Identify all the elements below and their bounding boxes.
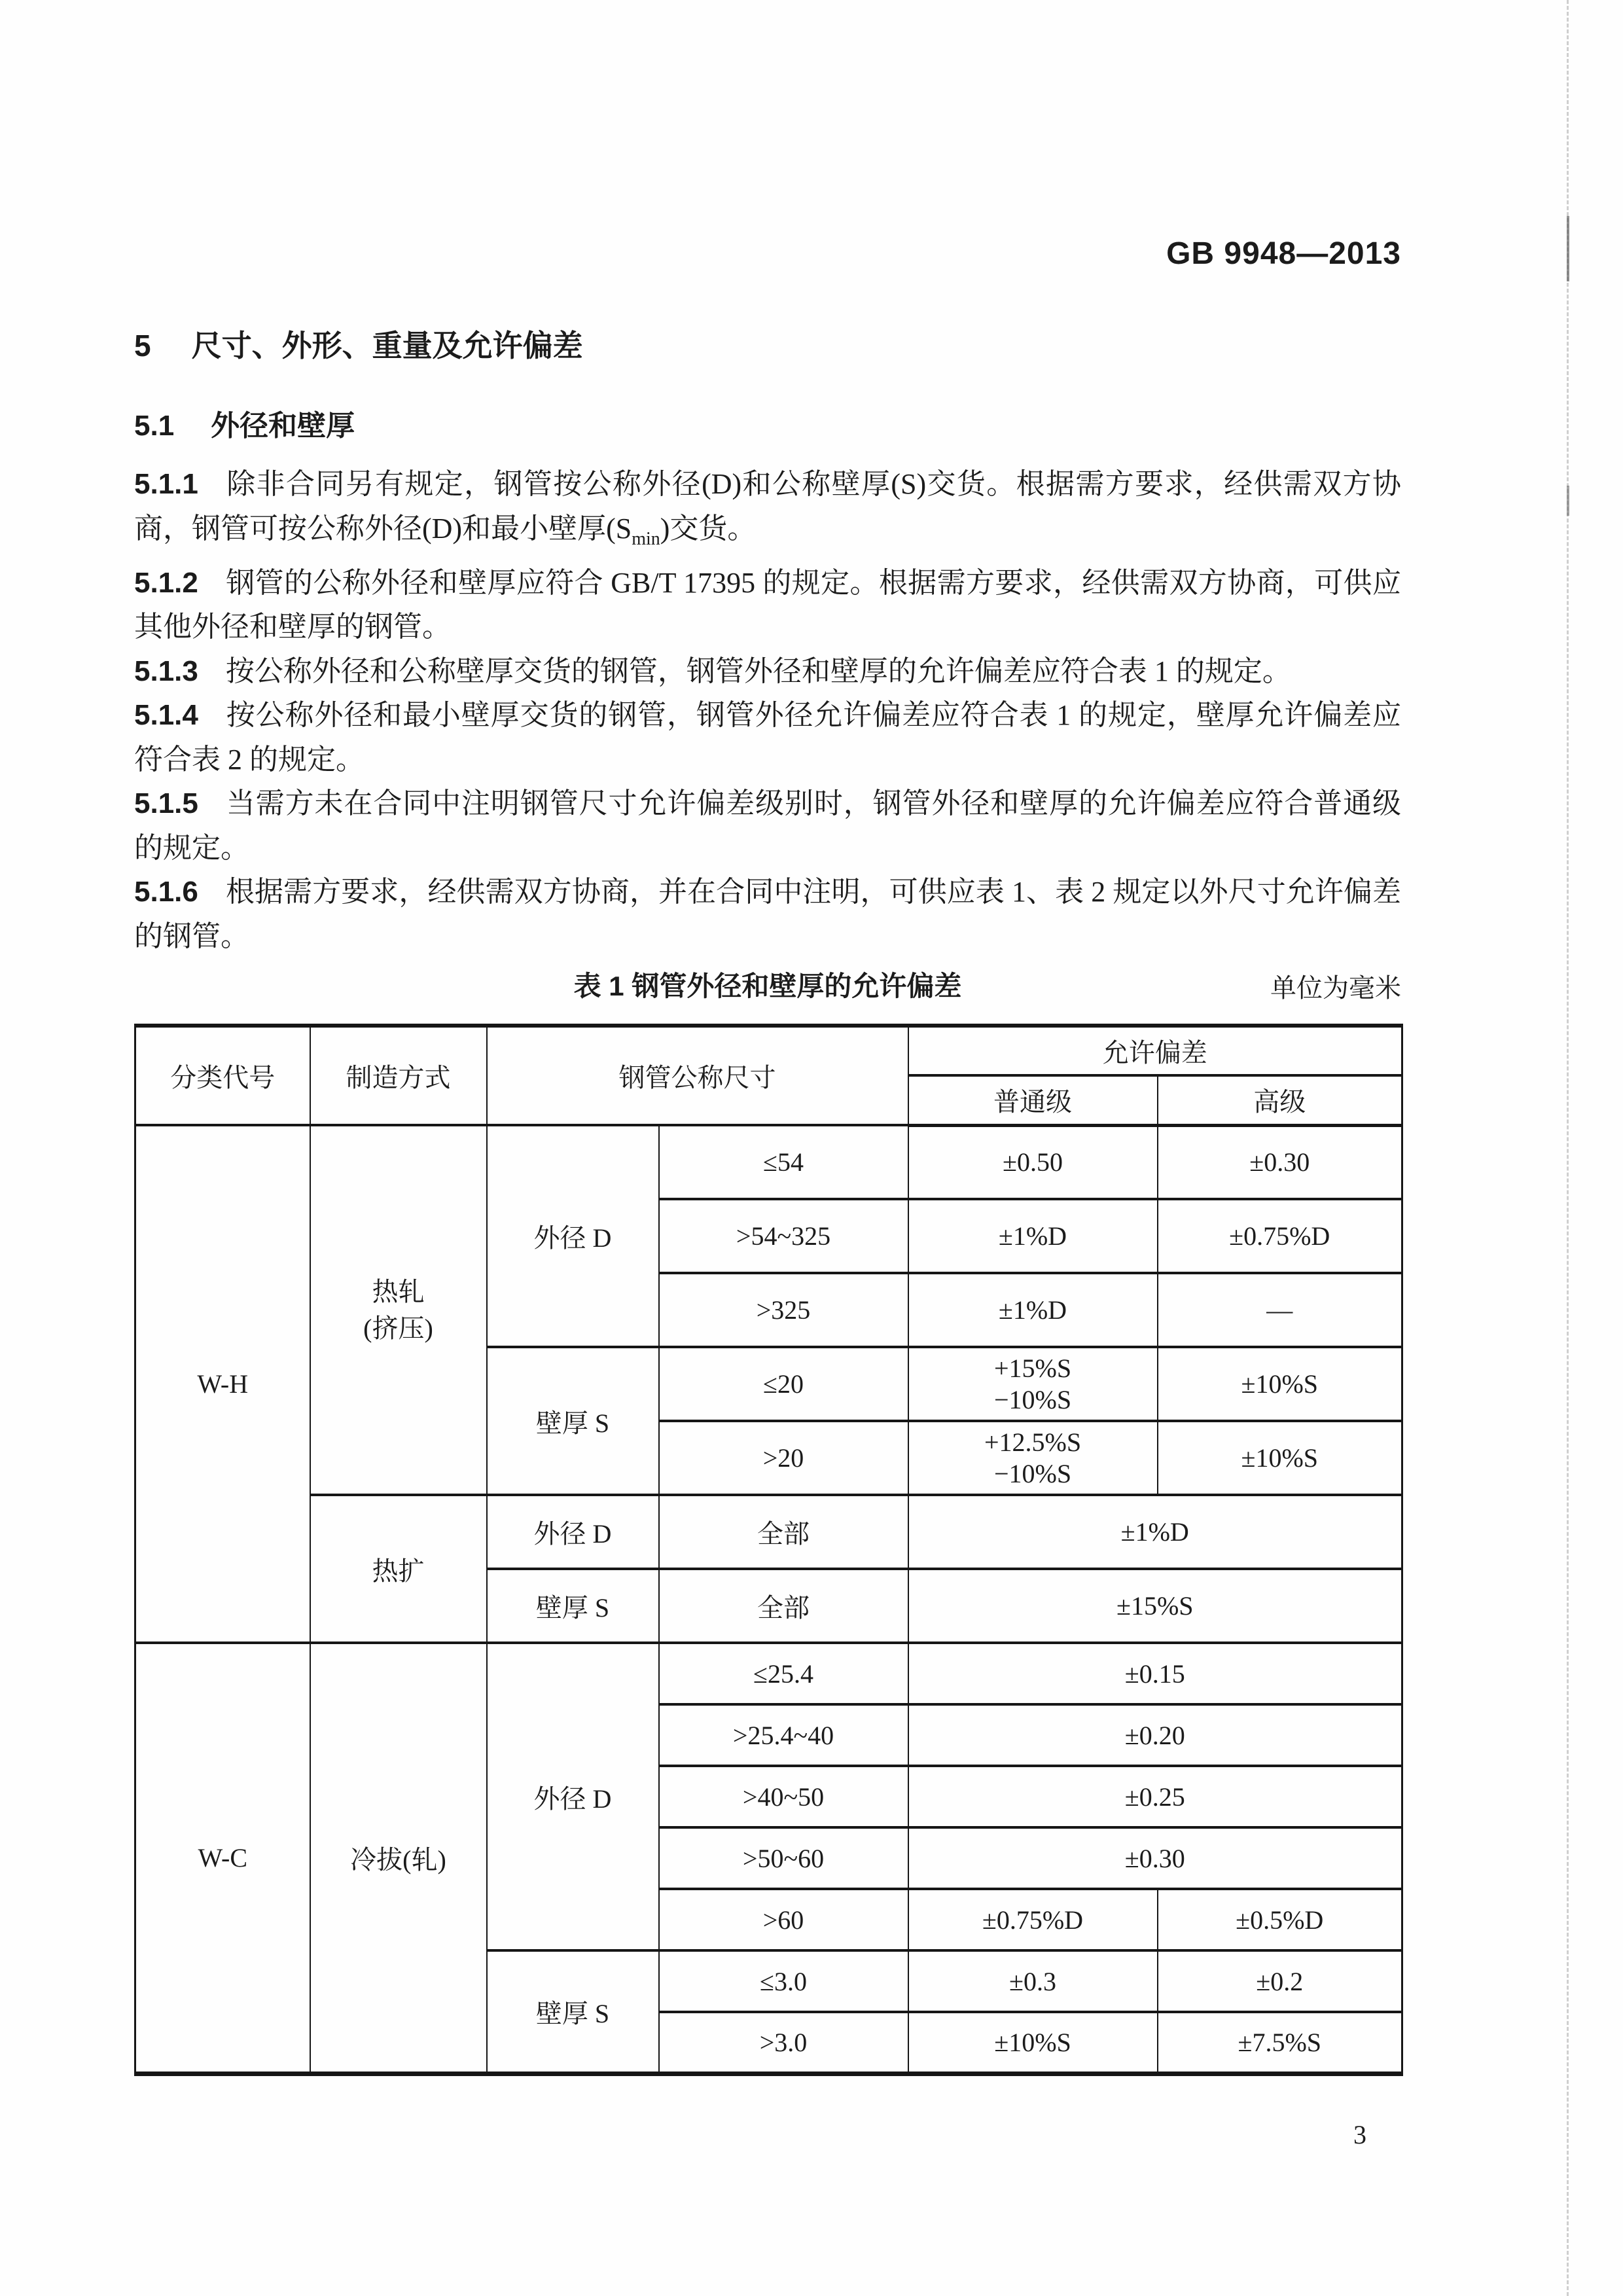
clause-number: 5.1.3: [134, 655, 198, 687]
clause-text: 按公称外径和最小壁厚交货的钢管，钢管外径允许偏差应符合表 1 的规定，壁厚允许偏差应符合表 2 的规定。: [134, 699, 1401, 776]
subscript-min: min: [632, 528, 660, 549]
cell-ordinary: [908, 1421, 1158, 1495]
header-deviation: 允许偏差: [908, 1026, 1402, 1075]
clause-5-1-4: [134, 693, 1401, 781]
header-method: 制造方式: [310, 1026, 487, 1125]
clause-5-1-6: [134, 870, 1401, 958]
cell-high: ±10%S: [1158, 1347, 1402, 1421]
cell-high: ±10%S: [1158, 1421, 1402, 1495]
clause-number: 5.1.4: [134, 699, 198, 732]
cell-size: ≤25.4: [659, 1643, 908, 1704]
table-caption: 表 1 钢管外径和壁厚的允许偏差: [573, 971, 962, 1001]
cell-wc-code: W-C: [135, 1643, 310, 2073]
cell-high: ±7.5%S: [1158, 2012, 1402, 2073]
clause-number: 5.1.5: [134, 787, 198, 820]
cell-wh-code: W-H: [135, 1125, 310, 1643]
clause-number: 5.1.1: [134, 468, 198, 500]
table-header-row-1: [135, 1026, 1402, 1075]
subsection-number: 5.1: [134, 410, 175, 442]
cell-ordinary: ±1%D: [908, 1273, 1158, 1347]
cell-high: —: [1158, 1273, 1402, 1347]
section-number: 5: [134, 329, 151, 363]
clause-5-1-5: [134, 781, 1401, 870]
table-caption-row: [134, 965, 1401, 1003]
cell-size: >54~325: [659, 1199, 908, 1273]
page-number: 3: [1353, 2120, 1366, 2149]
cell-deviation-merged: ±15%S: [908, 1569, 1402, 1643]
cell-deviation-merged: ±0.25: [908, 1766, 1402, 1827]
cell-size: >50~60: [659, 1827, 908, 1889]
cell-ordinary: ±10%S: [908, 2012, 1158, 2073]
cell-size: ≤20: [659, 1347, 908, 1421]
cell-ordinary: ±0.50: [908, 1125, 1158, 1199]
cell-size: ≤3.0: [659, 1950, 908, 2012]
clause-text: 根据需方要求，经供需双方协商，并在合同中注明，可供应表 1、表 2 规定以外尺寸允许偏差的钢管。: [134, 876, 1401, 952]
section-heading: [134, 322, 583, 365]
clause-number: 5.1.2: [134, 566, 198, 599]
scan-artifact-dash: [1567, 486, 1569, 516]
cell-deviation-merged: ±0.20: [908, 1704, 1402, 1766]
header-classification: 分类代号: [135, 1026, 310, 1125]
method-line: (挤压): [363, 1313, 433, 1343]
subsection-title: 外径和壁厚: [211, 410, 355, 442]
cell-deviation-merged: ±0.30: [908, 1827, 1402, 1889]
clause-5-1-3: [134, 649, 1401, 694]
clause-5-1-2: [134, 561, 1401, 649]
cell-ordinary: [908, 1347, 1158, 1421]
cell-ordinary: ±1%D: [908, 1199, 1158, 1273]
cell-wh-hot-method: [310, 1125, 487, 1495]
cell-wh-wt-label: 壁厚 S: [487, 1347, 659, 1495]
cell-size: >25.4~40: [659, 1704, 908, 1766]
cell-high: ±0.30: [1158, 1125, 1402, 1199]
cell-wh-expanded-method: 热扩: [310, 1495, 487, 1643]
table-row: [135, 1125, 1402, 1199]
cell-size: >40~50: [659, 1766, 908, 1827]
cell-size: 全部: [659, 1495, 908, 1569]
table-row: [135, 1643, 1402, 1704]
cell-size: 全部: [659, 1569, 908, 1643]
clause-text: 钢管的公称外径和壁厚应符合 GB/T 17395 的规定。根据需方要求，经供需双方协商，可供应其他外径和壁厚的钢管。: [134, 566, 1401, 643]
cell-expanded-wt-label: 壁厚 S: [487, 1569, 659, 1643]
method-line: 热轧: [372, 1276, 425, 1306]
header-ordinary-grade: 普通级: [908, 1075, 1158, 1125]
table-1: [134, 1024, 1403, 2076]
cell-high: ±0.5%D: [1158, 1889, 1402, 1950]
cell-deviation-merged: ±0.15: [908, 1643, 1402, 1704]
clause-text: 当需方未在合同中注明钢管尺寸允许偏差级别时，钢管外径和壁厚的允许偏差应符合普通级的规定。: [134, 787, 1401, 864]
deviation-minus: −10%S: [993, 1384, 1072, 1414]
cell-size: >325: [659, 1273, 908, 1347]
cell-high: ±0.75%D: [1158, 1199, 1402, 1273]
cell-size: >60: [659, 1889, 908, 1950]
header-high-grade: 高级: [1158, 1075, 1402, 1125]
unit-note: 单位为毫米: [1270, 973, 1401, 1003]
cell-ordinary: ±0.3: [908, 1950, 1158, 2012]
deviation-minus: −10%S: [993, 1458, 1072, 1488]
cell-wc-od-label: 外径 D: [487, 1643, 659, 1950]
table-row: [135, 1495, 1402, 1569]
deviation-plus: +12.5%S: [984, 1427, 1082, 1457]
clause-text: 除非合同另有规定，钢管按公称外径(D)和公称壁厚(S)交货。根据需方要求，经供需双方协商，钢管可按公称外径(D)和最小壁厚(S: [134, 468, 1401, 545]
clause-5-1-1: [134, 462, 1401, 561]
cell-size: ≤54: [659, 1125, 908, 1199]
cell-expanded-od-label: 外径 D: [487, 1495, 659, 1569]
cell-size: >20: [659, 1421, 908, 1495]
header-nominal-size: 钢管公称尺寸: [487, 1026, 908, 1125]
cell-wc-method: 冷拔(轧): [310, 1643, 487, 2073]
cell-deviation-merged: ±1%D: [908, 1495, 1402, 1569]
clause-number: 5.1.6: [134, 876, 198, 908]
scan-artifact-dash: [1567, 216, 1569, 281]
cell-wh-od-label: 外径 D: [487, 1125, 659, 1347]
subsection-heading: [134, 402, 355, 444]
section-title: 尺寸、外形、重量及允许偏差: [191, 329, 583, 363]
cell-high: ±0.2: [1158, 1950, 1402, 2012]
clause-text: 按公称外径和公称壁厚交货的钢管，钢管外径和壁厚的允许偏差应符合表 1 的规定。: [225, 655, 1291, 687]
cell-wc-wt-label: 壁厚 S: [487, 1950, 659, 2073]
cell-ordinary: ±0.75%D: [908, 1889, 1158, 1950]
standard-code: GB 9948—2013: [1166, 236, 1401, 271]
clause-list: [134, 462, 1401, 958]
cell-size: >3.0: [659, 2012, 908, 2073]
clause-text: )交货。: [660, 512, 757, 545]
deviation-plus: +15%S: [993, 1353, 1072, 1383]
scan-artifact-line: [1567, 0, 1569, 2296]
